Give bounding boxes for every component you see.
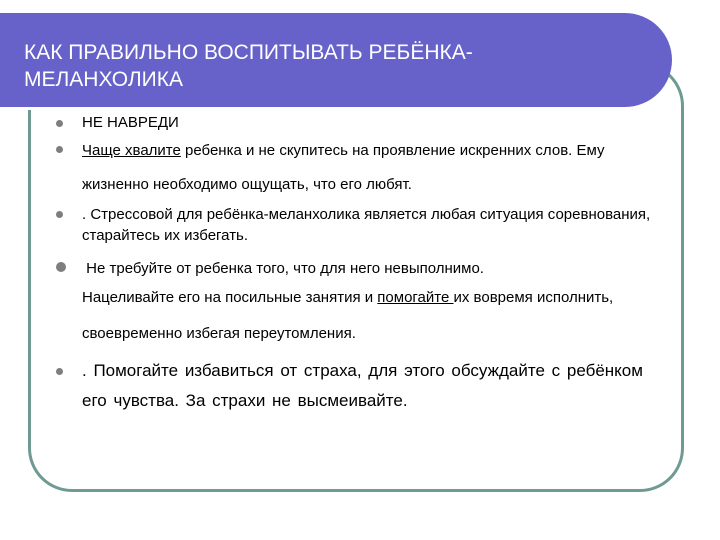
bullet-text: . Стрессовой для ребёнка-меланхолика является любая ситуация соревнования, старайтесь их избегать. [82, 206, 651, 244]
bullet-text: . Помогайте избавиться от страха, для этого обсуждайте с ребёнком его чувства. За страхи не высмеивайте. [82, 361, 643, 410]
bullet-dot-icon [56, 368, 63, 375]
bullet-item [56, 356, 666, 416]
bullet-dot-icon [56, 146, 63, 153]
bullet-dot-icon [56, 120, 63, 127]
bullet-dot-icon [56, 211, 63, 218]
bullet-text-end: их вовремя исполнить, своевременно избегая переутомления. [82, 289, 614, 342]
bullet-underlined-text: помогайте [377, 289, 454, 306]
title-underline [0, 107, 637, 110]
bullet-text: ребенка и не скупитесь на проявление искренних слов. Ему жизненно необходимо ощущать, что его любят. [82, 142, 605, 193]
bullet-item [56, 204, 666, 246]
bullet-text-continued [82, 280, 666, 352]
bullet-item [56, 134, 666, 202]
bullet-dot-icon [56, 262, 66, 272]
bullet-list [56, 113, 666, 416]
bullet-text-start: Нацеливайте его на посильные занятия и [82, 289, 378, 306]
slide-title: КАК ПРАВИЛЬНО ВОСПИТЫВАТЬ РЕБЁНКА-МЕЛАНХОЛИКА [24, 41, 473, 91]
bullet-text: НЕ НАВРЕДИ [82, 114, 179, 131]
title-bar [0, 13, 672, 107]
bullet-text: Не требуйте от ребенка того, что для него невыполнимо. [82, 260, 484, 277]
bullet-item [56, 258, 666, 352]
bullet-underlined-text: Чаще хвалите [82, 142, 181, 159]
bullet-item [56, 113, 666, 133]
